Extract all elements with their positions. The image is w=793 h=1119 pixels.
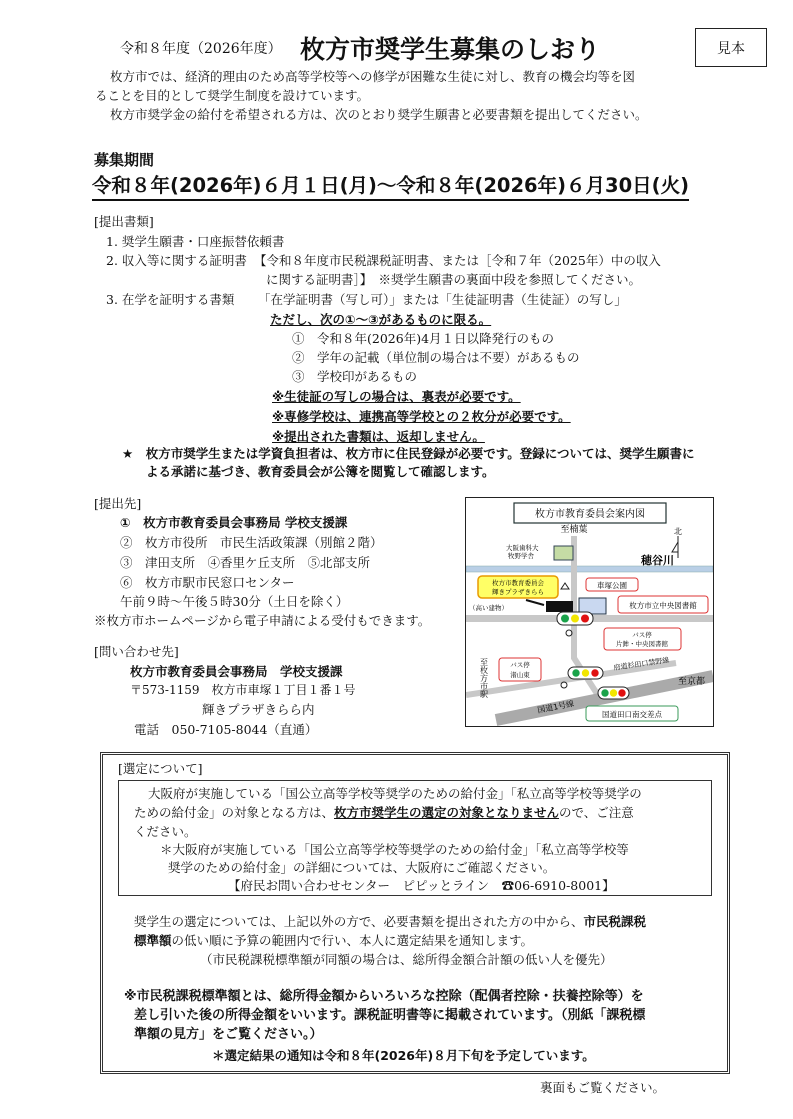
bus-stop-label: バス停 <box>632 631 652 639</box>
intersection-label: 国道田口南交差点 <box>602 710 662 719</box>
location-map <box>465 497 714 727</box>
selection-criteria <box>134 931 533 950</box>
tax-standard-note: 準額の見方」をご覧ください。） <box>134 1027 323 1042</box>
document-item-1: 1. 奨学生願書・口座振替依頼書 <box>106 234 285 249</box>
document-item-2-text: 【令和８年度市民税課税証明書、または［令和７年（2025年）中の収入 <box>254 253 661 268</box>
submit-location: ① 枚方市教育委員会事務局 学校支援課 <box>120 515 348 530</box>
osaka-notice-text <box>134 803 634 822</box>
osaka-notice-text: 大阪府が実施している「国公立高等学校等奨学のための給付金」「私立高等学校等奨学の <box>148 786 642 801</box>
osaka-notice-text: ください。 <box>134 824 197 839</box>
to-station-label: 至枚方市駅 <box>479 658 489 698</box>
not-eligible-emphasis: 枚方市奨学生の選定の対象となりません <box>334 805 560 820</box>
selection-heading: [選定について] <box>118 761 203 776</box>
osaka-detail-text: 奨学のための給付金」の詳細については、大阪府にご確認ください。 <box>168 860 556 875</box>
tax-standard-note: ※市民税課税標準額とは、総所得金額からいろいろな控除（配偶者控除・扶養控除等）を <box>124 989 644 1004</box>
osaka-notice-part: ので、ご注意 <box>559 805 634 820</box>
residency-note: ★ 枚方市奨学生または学資負担者は、枚方市に住民登録が必要です。登録については、奨学生願書に <box>122 446 695 461</box>
document-note: ※提出された書類は、返却しません。 <box>272 429 485 444</box>
map-title: 枚方市教育委員会案内図 <box>535 509 645 520</box>
contact-heading: [問い合わせ先] <box>94 644 179 659</box>
condition-item: ① 令和８年(2026年)4月１日以降発行のもの <box>292 331 555 346</box>
park-label: 車塚公園 <box>597 581 627 590</box>
period-heading: 募集期間 <box>94 151 155 169</box>
submit-location: ② 枚方市役所 市民生活政策課（別館２階） <box>120 535 383 550</box>
condition-item: ② 学年の記載（単位制の場合は不要）があるもの <box>292 350 580 365</box>
condition-item: ③ 学校印があるもの <box>292 369 418 384</box>
osaka-contact: 【府民お問い合わせセンター ピピッとライン ☎06-6910-8001】 <box>228 878 615 893</box>
submit-heading: [提出先] <box>94 496 142 511</box>
contact-address: 〒573-1159 枚方市車塚１丁目１番１号 <box>130 683 356 697</box>
criteria-emphasis: 市民税課税 <box>583 914 647 929</box>
college-building <box>554 546 573 560</box>
arrow-icon <box>526 600 544 605</box>
page-title: 枚方市奨学生募集のしおり <box>300 35 601 64</box>
period-dates: 令和８年(2026年)６月１日(月)～令和８年(2026年)６月30日(火) <box>92 170 689 201</box>
osaka-detail-text: ＊大阪府が実施している「国公立高等学校等奨学のための給付金」「私立高等学校等 <box>160 842 629 857</box>
condition-heading: ただし、次の①～③があるものに限る。 <box>270 312 492 327</box>
see-reverse-note: 裏面もご覧ください。 <box>540 1080 666 1095</box>
college-label: 牧野学舎 <box>508 552 534 560</box>
prefectural-road-label: 府道杉田口禁野線 <box>613 656 670 672</box>
contact-name: 枚方市教育委員会事務局 学校支援課 <box>130 664 343 679</box>
document-item-3-label: 3. 在学を証明する書類 <box>106 292 235 307</box>
college-label: 大阪歯科大 <box>506 544 539 552</box>
selection-criteria <box>134 912 646 931</box>
residency-note: よる承諾に基づき、教育委員会が公簿を閲覧して確認します。 <box>146 464 495 479</box>
bus-stop-label: 渚山東 <box>510 671 530 679</box>
criteria-emphasis: 標準額 <box>134 933 172 948</box>
document-note: ※専修学校は、連携高等学校との２枚分が必要です。 <box>272 409 571 424</box>
osaka-notice-part: ための給付金」の対象となる方は、 <box>134 805 335 820</box>
submit-location: ⑥ 枚方市駅市民窓口センター <box>120 575 295 590</box>
office-hours: 午前９時～午後５時30分（土日を除く） <box>120 594 349 609</box>
office-building <box>546 601 573 612</box>
bus-stop-label: バス停 <box>510 661 530 669</box>
online-note: ※枚方市ホームページから電子申請による受付もできます。 <box>94 613 431 628</box>
north-label: 北 <box>674 527 682 536</box>
result-notice: ＊選定結果の通知は令和８年(2026年)８月下旬を予定しています。 <box>212 1048 595 1063</box>
bus-stop-label: 片鉾・中央図書館 <box>616 640 668 648</box>
intro-line: 枚方市では、経済的理由のため高等学校等への修学が困難な生徒に対し、教育の機会均等を図 <box>110 69 636 84</box>
traffic-light-icon <box>598 687 629 699</box>
river <box>466 566 713 572</box>
document-item-2-text: に関する証明書］】 ※奨学生願書の裏面中段を参照してください。 <box>266 272 642 287</box>
office-label: 輝きプラザきらら <box>492 588 544 596</box>
office-label: 枚方市教育委員会 <box>492 579 544 587</box>
route-1-label: 国道1号線 <box>536 699 575 715</box>
park-triangle-icon <box>561 583 569 589</box>
tie-break-rule: （市民税課税標準額が同額の場合は、総所得金額合計額の低い人を優先） <box>200 952 613 967</box>
tall-building-label: （高い建物） <box>469 604 508 612</box>
criteria-part: の低い順に予算の範囲内で行い、本人に選定結果を通知します。 <box>171 933 534 948</box>
intro-line: 枚方市奨学金の給付を希望される方は、次のとおり奨学生願書と必要書類を提出してください。 <box>110 107 648 122</box>
intro-line: ることを目的として奨学生制度を設けています。 <box>95 88 370 103</box>
fiscal-year-label: 令和８年度（2026年度） <box>120 41 282 57</box>
sample-stamp: 見本 <box>695 28 767 67</box>
library-label: 枚方市立中央図書館 <box>629 601 697 610</box>
document-note: ※生徒証の写しの場合は、裏表が必要です。 <box>272 389 521 404</box>
submit-location: ③ 津田支所 ④香里ケ丘支所 ⑤北部支所 <box>120 555 371 570</box>
traffic-light-icon <box>557 612 593 625</box>
criteria-part: 奨学生の選定については、上記以外の方で、必要書類を提出された方の中から、 <box>134 914 584 929</box>
traffic-light-icon <box>568 667 603 679</box>
river-label: 穂谷川 <box>641 554 674 567</box>
contact-address: 輝きプラザきらら内 <box>202 702 315 717</box>
document-item-2-label: 2. 収入等に関する証明書 <box>106 253 247 268</box>
documents-heading: [提出書類] <box>94 214 154 229</box>
contact-phone: 電話 050-7105-8044（直通） <box>134 722 318 737</box>
to-kyoto-label: 至京都 <box>678 677 706 687</box>
tax-standard-note: 差し引いた後の所得金額をいいます。課税証明書等に掲載されています。（別紙「課税標 <box>134 1008 646 1023</box>
document-item-3-text: 「在学証明書（写し可）」または「生徒証明書（生徒証）の写し」 <box>258 292 627 307</box>
to-kuzuha-label: 至楠葉 <box>560 525 588 535</box>
